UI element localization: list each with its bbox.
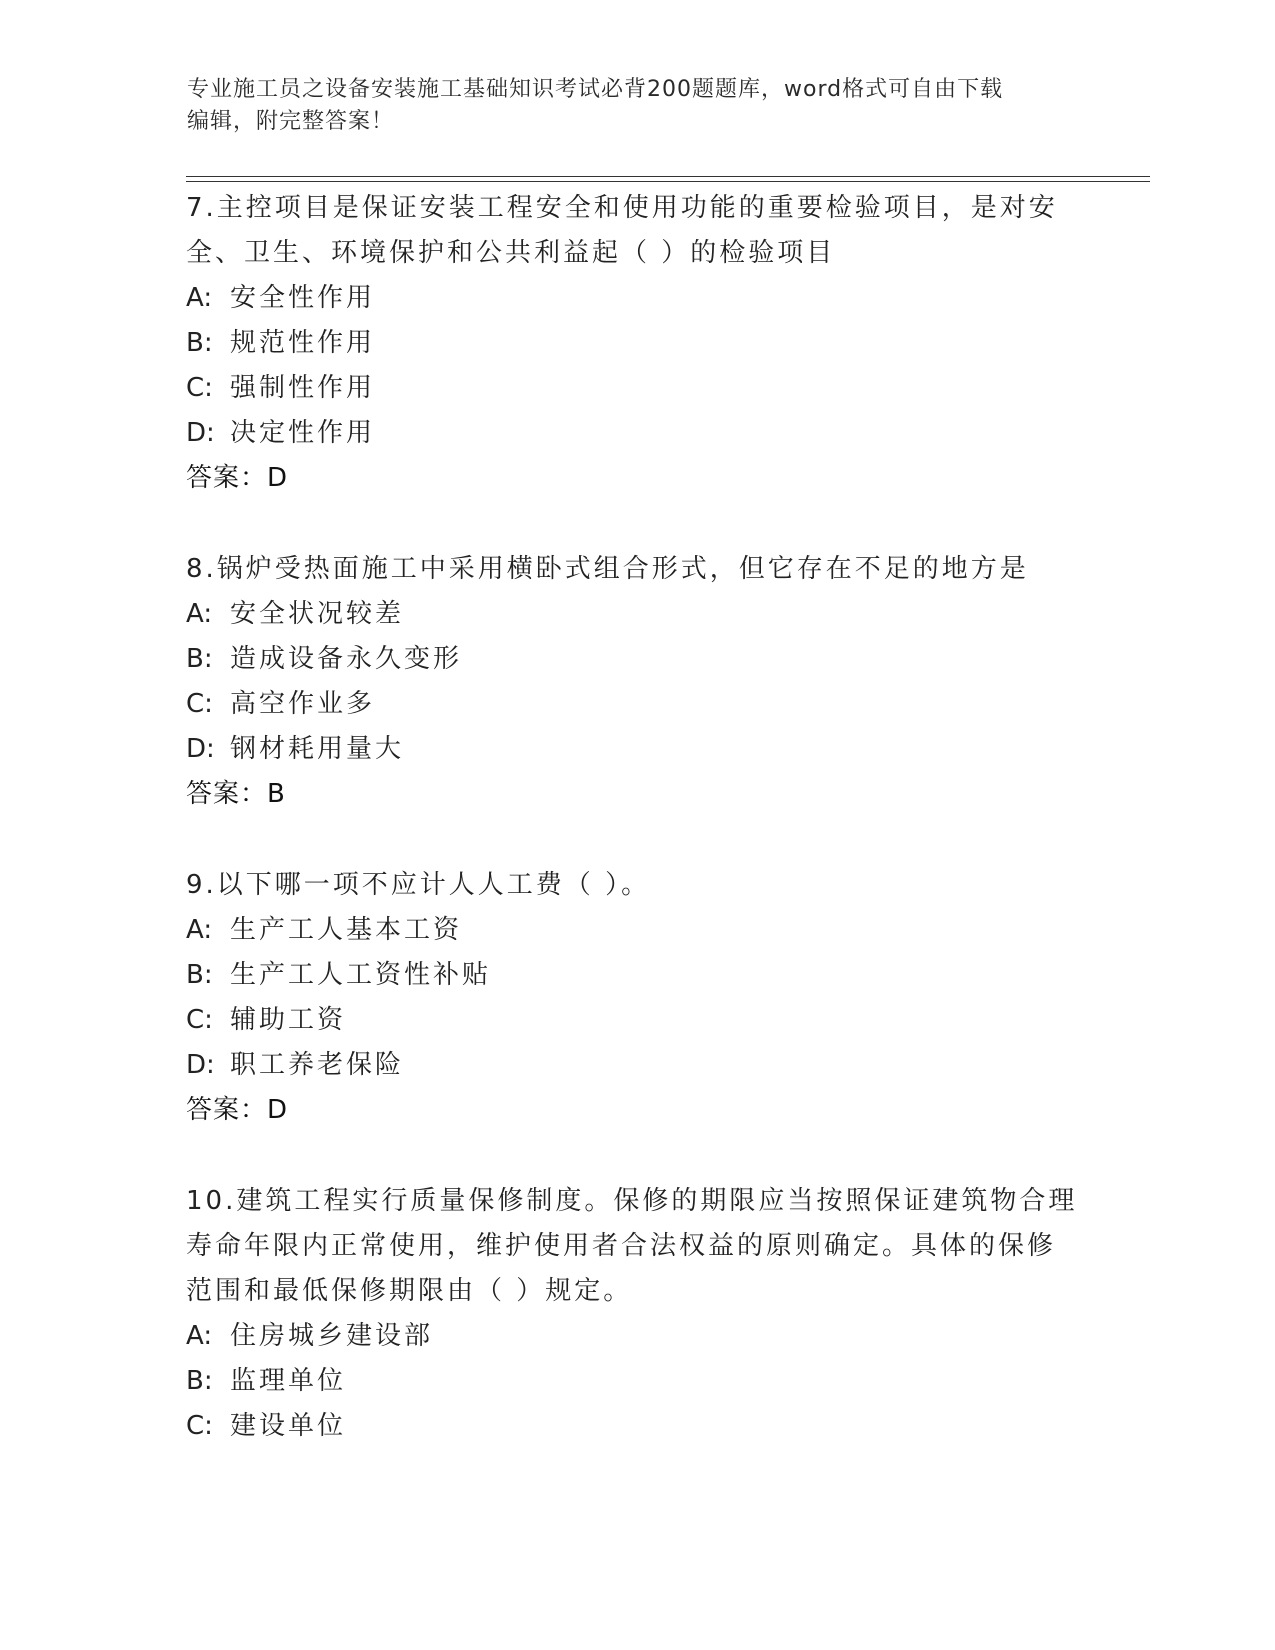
option-b xyxy=(186,321,1086,366)
question-spacer xyxy=(186,1133,1086,1179)
option-a xyxy=(186,908,1086,953)
question-text: 8.锅炉受热面施工中采用横卧式组合形式，但它存在不足的地方是 xyxy=(186,554,1029,584)
header-divider-bottom xyxy=(186,181,1150,182)
answer-line: 答案：B xyxy=(186,779,286,809)
question-text: 寿命年限内正常使用，维护使用者合法权益的原则确定。具体的保修 xyxy=(186,1231,1057,1261)
option-b xyxy=(186,637,1086,682)
option-letter: C: xyxy=(186,1411,213,1441)
option-d xyxy=(186,411,1086,456)
question-text: 全、卫生、环境保护和公共利益起（ ）的检验项目 xyxy=(186,238,836,268)
option-text: 监理单位 xyxy=(230,1366,347,1396)
option-text: 安全状况较差 xyxy=(230,599,405,629)
option-letter: A: xyxy=(186,1321,213,1351)
header-divider-top xyxy=(186,176,1150,177)
option-b xyxy=(186,953,1086,998)
option-letter: D: xyxy=(186,1050,215,1080)
option-letter: D: xyxy=(186,734,215,764)
question-text: 10.建筑工程实行质量保修制度。保修的期限应当按照保证建筑物合理 xyxy=(186,1186,1078,1216)
document-header xyxy=(187,74,1087,138)
answer-line: 答案：D xyxy=(186,1095,289,1125)
option-text: 建设单位 xyxy=(230,1411,347,1441)
question-spacer xyxy=(186,817,1086,863)
option-text: 安全性作用 xyxy=(230,283,376,313)
option-c xyxy=(186,366,1086,411)
option-d xyxy=(186,727,1086,772)
question-text: 9.以下哪一项不应计人人工费（ ）。 xyxy=(186,870,651,900)
option-a xyxy=(186,276,1086,321)
question-7 xyxy=(186,186,1086,501)
option-text: 规范性作用 xyxy=(230,328,376,358)
option-letter: A: xyxy=(186,599,213,629)
option-a xyxy=(186,592,1086,637)
option-text: 辅助工资 xyxy=(230,1005,347,1035)
option-b xyxy=(186,1359,1086,1404)
option-a xyxy=(186,1314,1086,1359)
option-letter: C: xyxy=(186,373,213,403)
option-text: 决定性作用 xyxy=(230,418,376,448)
answer-line: 答案：D xyxy=(186,463,289,493)
question-list xyxy=(186,186,1086,1449)
header-line-2: 编辑，附完整答案！ xyxy=(187,109,395,134)
option-text: 生产工人工资性补贴 xyxy=(230,960,492,990)
option-text: 高空作业多 xyxy=(230,689,376,719)
option-letter: A: xyxy=(186,283,213,313)
question-9 xyxy=(186,863,1086,1133)
option-text: 强制性作用 xyxy=(230,373,376,403)
option-text: 住房城乡建设部 xyxy=(230,1321,434,1351)
header-line-1: 专业施工员之设备安装施工基础知识考试必背200题题库，word格式可自由下载 xyxy=(187,77,1004,102)
question-spacer xyxy=(186,501,1086,547)
question-10 xyxy=(186,1179,1086,1449)
question-text: 7.主控项目是保证安装工程安全和使用功能的重要检验项目，是对安 xyxy=(186,193,1058,223)
option-letter: B: xyxy=(186,644,213,674)
option-d xyxy=(186,1043,1086,1088)
option-text: 职工养老保险 xyxy=(230,1050,405,1080)
question-8 xyxy=(186,547,1086,817)
option-letter: B: xyxy=(186,960,213,990)
option-letter: A: xyxy=(186,915,213,945)
option-c xyxy=(186,1404,1086,1449)
option-c xyxy=(186,682,1086,727)
option-text: 钢材耗用量大 xyxy=(230,734,405,764)
option-text: 生产工人基本工资 xyxy=(230,915,463,945)
option-letter: B: xyxy=(186,1366,213,1396)
option-letter: C: xyxy=(186,689,213,719)
option-letter: D: xyxy=(186,418,215,448)
option-text: 造成设备永久变形 xyxy=(230,644,463,674)
option-c xyxy=(186,998,1086,1043)
option-letter: C: xyxy=(186,1005,213,1035)
option-letter: B: xyxy=(186,328,213,358)
question-text: 范围和最低保修期限由（ ）规定。 xyxy=(186,1276,633,1306)
